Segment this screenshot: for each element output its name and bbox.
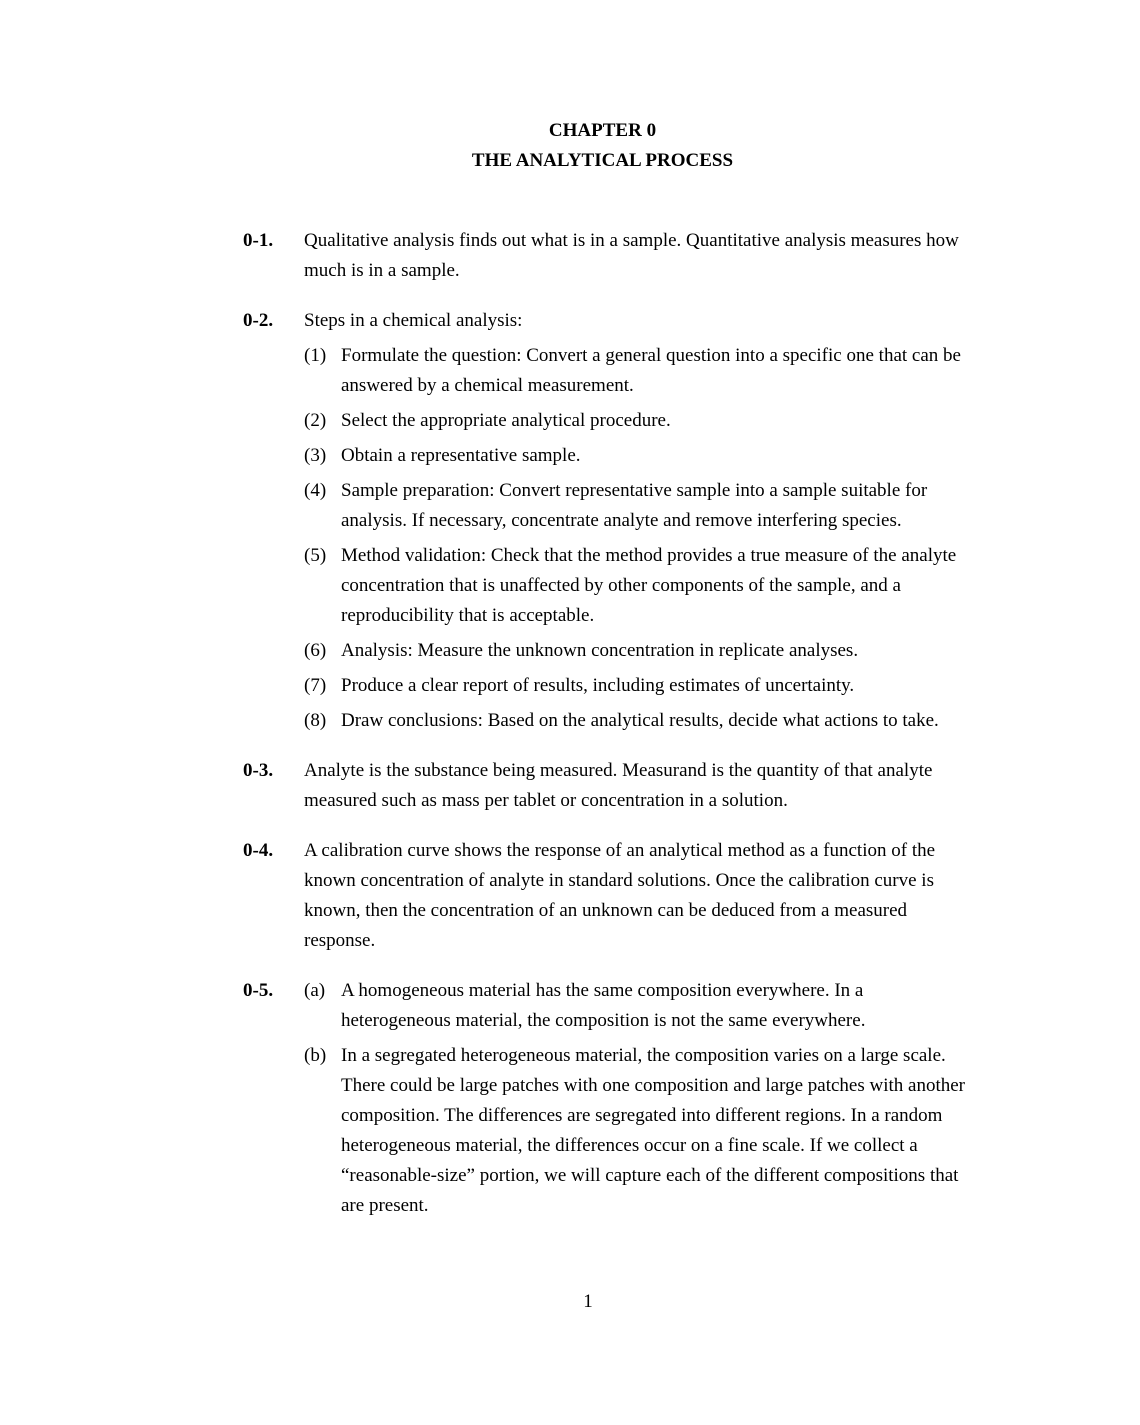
problem-0-2 [243, 306, 973, 736]
list-item-label: (a) [304, 980, 326, 1001]
problem-number: 0-2. [243, 310, 274, 331]
problem-0-4 [243, 836, 973, 956]
problem-0-3 [243, 756, 973, 816]
list-item [304, 1041, 973, 1221]
list-item [304, 976, 973, 1036]
problem-text: Analyte is the substance being measured. Measurand is the quantity of that analyte measured such as mass per tablet or concentration in a solution. [304, 760, 933, 811]
list-item-label: (6) [304, 640, 327, 661]
list-item-text: Draw conclusions: Based on the analytical results, decide what actions to take. [341, 710, 939, 731]
list-item-label: (2) [304, 410, 327, 431]
problem-body [304, 976, 973, 1221]
list-item-label: (b) [304, 1045, 327, 1066]
list-item-label: (3) [304, 445, 327, 466]
list-item [304, 341, 973, 401]
list-item-label: (7) [304, 675, 327, 696]
problem-text: Qualitative analysis finds out what is in a sample. Quantitative analysis measures how much is in a sample. [304, 230, 959, 281]
list-item-text: Select the appropriate analytical procedure. [341, 410, 671, 431]
problem-body [304, 756, 973, 816]
list-item [304, 706, 973, 736]
problem-0-5 [243, 976, 973, 1221]
list-item [304, 671, 973, 701]
chapter-title: THE ANALYTICAL PROCESS [471, 150, 734, 171]
list-item-label: (4) [304, 480, 327, 501]
chapter-label: CHAPTER 0 [548, 120, 657, 141]
list-item-label: (8) [304, 710, 327, 731]
list-item-text: Sample preparation: Convert representative sample into a sample suitable for analysis. If necessary, concentrate analyte and remove interfering species. [341, 480, 928, 531]
list-item-label: (1) [304, 345, 327, 366]
sub-item-list [304, 341, 973, 736]
list-item-text: Analysis: Measure the unknown concentration in replicate analyses. [341, 640, 859, 661]
problem-number: 0-5. [243, 980, 274, 1001]
problem-0-1 [243, 226, 973, 286]
problem-number: 0-4. [243, 840, 274, 861]
list-item-text: Method validation: Check that the method provides a true measure of the analyte concentration that is unaffected by other components of the sample, and a reproducibility that is acceptable. [341, 545, 957, 626]
sub-item-list [304, 976, 973, 1221]
list-item [304, 406, 973, 436]
problem-body [304, 306, 973, 736]
problem-number: 0-1. [243, 230, 274, 251]
list-item-text: Produce a clear report of results, including estimates of uncertainty. [341, 675, 855, 696]
list-item-label: (5) [304, 545, 327, 566]
list-item [304, 636, 973, 666]
page-number: 1 [583, 1291, 593, 1312]
problem-body [304, 226, 973, 286]
problem-body [304, 836, 973, 956]
problem-number: 0-3. [243, 760, 274, 781]
problem-text: Steps in a chemical analysis: [304, 310, 523, 331]
list-item-text: In a segregated heterogeneous material, the composition varies on a large scale. There could be large patches with one composition and large patches with another composition. The differences are segregated into different regions. In a random heterogeneous material, the differences occur on a fine scale. If we collect a “reasonable-size” portion, we will capture each of the different compositions that are present. [341, 1045, 965, 1216]
list-item-text: Obtain a representative sample. [341, 445, 581, 466]
list-item [304, 441, 973, 471]
list-item [304, 541, 973, 631]
problem-text: A calibration curve shows the response of an analytical method as a function of the known concentration of analyte in standard solutions. Once the calibration curve is known, then the concentration of an unknown can be deduced from a measured response. [304, 840, 936, 951]
list-item-text: A homogeneous material has the same composition everywhere. In a heterogeneous material, the composition is not the same everywhere. [341, 980, 866, 1031]
problem-list [243, 226, 973, 1221]
list-item-text: Formulate the question: Convert a general question into a specific one that can be answered by a chemical measurement. [341, 345, 961, 396]
list-item [304, 476, 973, 536]
